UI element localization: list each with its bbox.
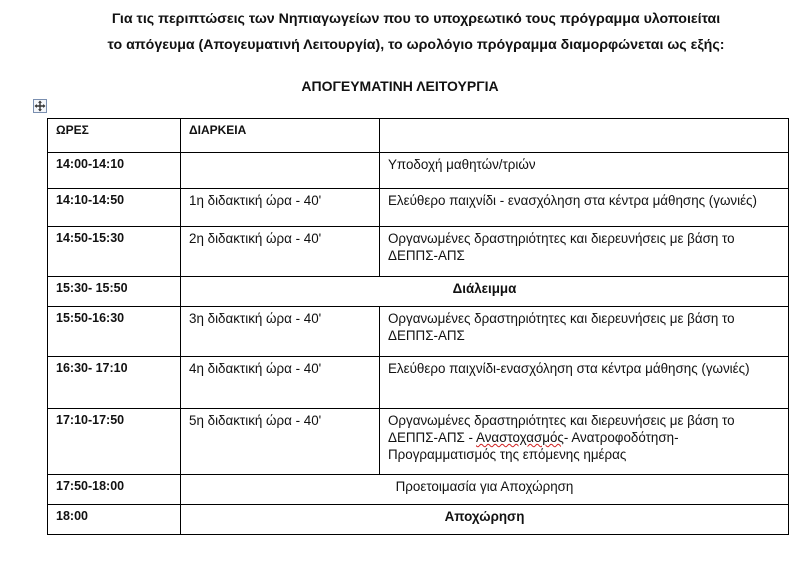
prep-departure-cell: Προετοιμασία για Αποχώρηση [181, 475, 789, 505]
row-time: 14:00-14:10 [48, 153, 181, 189]
row-time: 17:50-18:00 [48, 475, 181, 505]
row-activity: Ελεύθερο παιχνίδι - ενασχόληση στα κέντρα μάθησης (γωνιές) [380, 189, 789, 227]
row-duration: 1η διδακτική ώρα - 40' [181, 189, 380, 227]
table-header-row [48, 119, 789, 153]
row-time: 18:00 [48, 505, 181, 535]
table-row [48, 475, 789, 505]
row-time: 16:30- 17:10 [48, 357, 181, 409]
row-activity: Οργανωμένες δραστηριότητες και διερευνήσεις με βάση το ΔΕΠΠΣ-ΑΠΣ [380, 307, 789, 357]
row-duration: 4η διδακτική ώρα - 40' [181, 357, 380, 409]
row-time: 14:10-14:50 [48, 189, 181, 227]
intro-line-1: Για τις περιπτώσεις των Νηπιαγωγείων που το υποχρεωτικό τους πρόγραμμα υλοποιείται [111, 11, 721, 27]
header-hours: ΩΡΕΣ [48, 119, 181, 153]
header-activity [380, 119, 789, 153]
intro-text [40, 6, 792, 58]
schedule-table [47, 118, 789, 535]
activity-part-1: Οργανωμένες δραστηριότητες και διερευνήσεις με βάση το ΔΕΠΠΣ-ΑΠΣ - [388, 413, 735, 445]
activity-part-3: - Ανατροφοδότηση-Προγραμματισμός της επόμενης ημέρας [388, 430, 679, 462]
table-row [48, 227, 789, 277]
table-row [48, 357, 789, 409]
row-activity: Υποδοχή μαθητών/τριών [380, 153, 789, 189]
row-duration: 3η διδακτική ώρα - 40' [181, 307, 380, 357]
table-row [48, 153, 789, 189]
table-row [48, 307, 789, 357]
departure-cell: Αποχώρηση [181, 505, 789, 535]
table-row [48, 277, 789, 307]
row-time: 15:50-16:30 [48, 307, 181, 357]
row-duration [181, 153, 380, 189]
spellcheck-word: Αναστοχασμός [476, 430, 564, 445]
row-duration: 2η διδακτική ώρα - 40' [181, 227, 380, 277]
table-row [48, 409, 789, 475]
header-duration: ΔΙΑΡΚΕΙΑ [181, 119, 380, 153]
row-activity: Οργανωμένες δραστηριότητες και διερευνήσεις με βάση το ΔΕΠΠΣ-ΑΠΣ [380, 227, 789, 277]
row-duration: 5η διδακτική ώρα - 40' [181, 409, 380, 475]
table-row [48, 505, 789, 535]
row-time: 14:50-15:30 [48, 227, 181, 277]
table-row [48, 189, 789, 227]
row-activity: Ελεύθερο παιχνίδι-ενασχόληση στα κέντρα μάθησης (γωνιές) [380, 357, 789, 409]
section-heading: ΑΠΟΓΕΥΜΑΤΙΝΗ ΛΕΙΤΟΥΡΓΙΑ [301, 78, 499, 94]
row-time: 15:30- 15:50 [48, 277, 181, 307]
intro-line-2: το απόγευμα (Απογευματινή Λειτουργία), το ωρολόγιο πρόγραμμα διαμορφώνεται ως εξής: [107, 37, 725, 53]
table-move-handle-icon[interactable] [33, 99, 47, 113]
row-time: 17:10-17:50 [48, 409, 181, 475]
row-activity [380, 409, 789, 475]
break-cell: Διάλειμμα [181, 277, 789, 307]
